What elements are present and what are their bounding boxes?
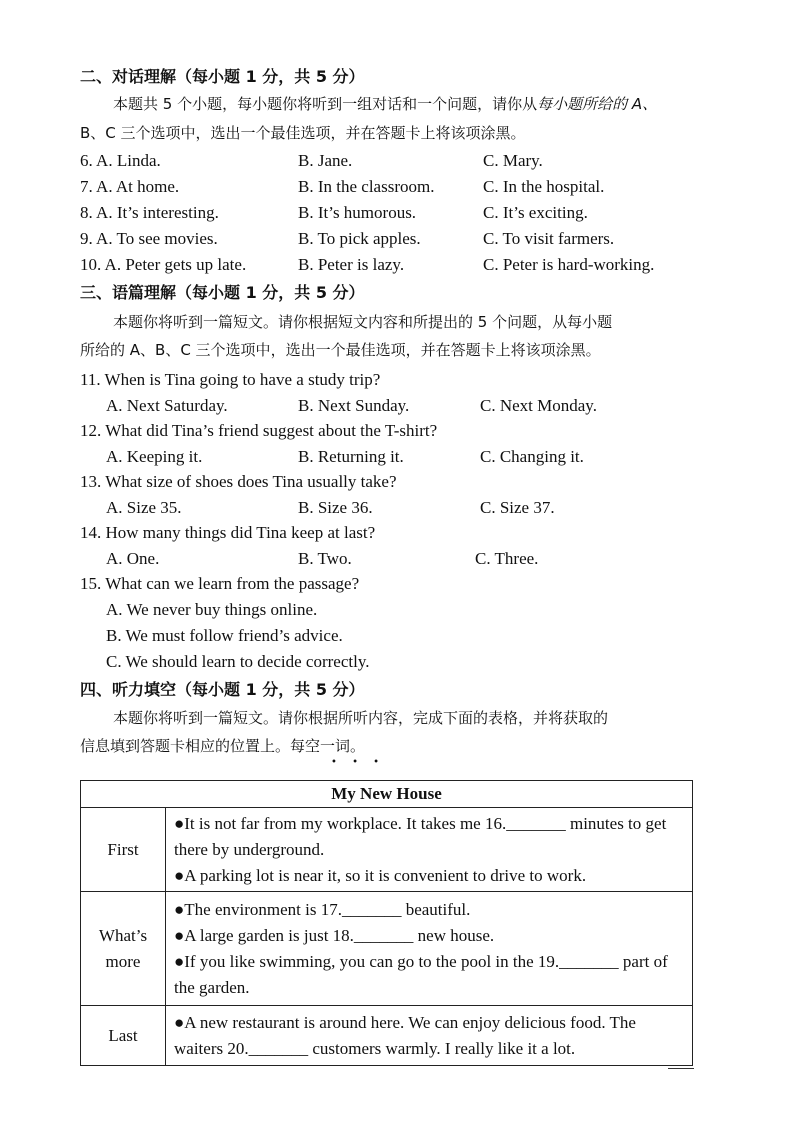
- question-12-option-c: C. Changing it.: [480, 447, 584, 466]
- section4-title: 四、听力填空（每小题 1 分，共 5 分）: [80, 680, 365, 699]
- question-14-option-b: B. Two.: [298, 549, 352, 568]
- question-13-option-b: B. Size 36.: [298, 498, 373, 517]
- question-14-option-a: A. One.: [106, 549, 160, 568]
- bottom-rule: [668, 1068, 694, 1069]
- question-14-option-c: C. Three.: [475, 549, 539, 568]
- question-12-option-a: A. Keeping it.: [106, 447, 203, 466]
- option-c: C. Peter is hard-working.: [483, 255, 655, 274]
- option-a: 7. A. At home.: [80, 177, 180, 196]
- question-12-option-b: B. Returning it.: [298, 447, 404, 466]
- question-15-option-a: A. We never buy things online.: [106, 600, 318, 619]
- row-label-whats-more: What’s more: [81, 892, 166, 1006]
- option-b: B. In the classroom.: [298, 177, 435, 196]
- row-label-first: First: [81, 808, 166, 892]
- option-a: 6. A. Linda.: [80, 151, 161, 170]
- section2-title: 二、对话理解（每小题 1 分，共 5 分）: [80, 67, 365, 86]
- option-c: C. To visit farmers.: [483, 229, 615, 248]
- option-b: B. To pick apples.: [298, 229, 421, 248]
- question-14-stem: 14. How many things did Tina keep at last?: [80, 523, 376, 542]
- section2-instruction-emph: 每小题所给的 A、: [537, 95, 658, 113]
- section2-instruction-line1: [113, 93, 657, 115]
- option-b: B. Jane.: [298, 151, 353, 170]
- question-12-stem: 12. What did Tina’s friend suggest about the T-shirt?: [80, 421, 438, 440]
- option-b: B. It’s humorous.: [298, 203, 417, 222]
- option-a: 9. A. To see movies.: [80, 229, 218, 248]
- section4-instruction-line1: 本题你将听到一篇短文。请你根据所听内容，完成下面的表格，并将获取的: [113, 709, 609, 727]
- question-13-option-a: A. Size 35.: [106, 498, 182, 517]
- section2-instruction-line2: B、C 三个选项中，选出一个最佳选项，并在答题卡上将该项涂黑。: [80, 124, 526, 142]
- question-11-option-b: B. Next Sunday.: [298, 396, 410, 415]
- table-title: My New House: [81, 781, 693, 808]
- emphasis-dots: • • •: [331, 757, 386, 768]
- section3-instruction-line1: 本题你将听到一篇短文。请你根据短文内容和所提出的 5 个问题，从每小题: [113, 313, 613, 331]
- table-row: [81, 892, 693, 1006]
- section3-instruction-line2: 所给的 A、B、C 三个选项中，选出一个最佳选项，并在答题卡上将该项涂黑。: [80, 341, 601, 359]
- option-c: C. It’s exciting.: [483, 203, 588, 222]
- table-row: [81, 808, 693, 892]
- table-line: ●If you like swimming, you can go to the pool in the 19._______ part of the garden.: [174, 951, 668, 997]
- row-label-last: Last: [81, 1006, 166, 1066]
- section3-title: 三、语篇理解（每小题 1 分，共 5 分）: [80, 283, 365, 302]
- question-11-option-c: C. Next Monday.: [480, 396, 597, 415]
- question-15-option-c: C. We should learn to decide correctly.: [106, 652, 370, 671]
- question-13-stem: 13. What size of shoes does Tina usually take?: [80, 472, 397, 491]
- table-line: ●A parking lot is near it, so it is convenient to drive to work.: [174, 865, 587, 885]
- option-c: C. In the hospital.: [483, 177, 605, 196]
- table-line: ●It is not far from my workplace. It takes me 16._______ minutes to get there by underground.: [174, 813, 667, 859]
- question-15-stem: 15. What can we learn from the passage?: [80, 574, 360, 593]
- option-a: 8. A. It’s interesting.: [80, 203, 219, 222]
- table-line: ●A new restaurant is around here. We can enjoy delicious food. The waiters 20._______ customers warmly. I really like it a lot.: [174, 1012, 636, 1058]
- option-c: C. Mary.: [483, 151, 543, 170]
- table-line: ●The environment is 17._______ beautiful.: [174, 899, 471, 919]
- question-13-option-c: C. Size 37.: [480, 498, 555, 517]
- table-row: [81, 1006, 693, 1066]
- table-header-row: [81, 781, 693, 808]
- question-11-option-a: A. Next Saturday.: [106, 396, 228, 415]
- my-new-house-table: [80, 780, 693, 1066]
- question-11-stem: 11. When is Tina going to have a study trip?: [80, 370, 381, 389]
- section4-instruction-line2: 信息填到答题卡相应的位置上。每空一词。: [80, 737, 366, 755]
- row-content-last: [166, 1006, 693, 1066]
- option-b: B. Peter is lazy.: [298, 255, 405, 274]
- table-line: ●A large garden is just 18._______ new house.: [174, 925, 495, 945]
- option-a: 10. A. Peter gets up late.: [80, 255, 247, 274]
- row-content-whats-more: [166, 892, 693, 1006]
- section2-instruction-main: 本题共 5 个小题，每小题你将听到一组对话和一个问题，请你从: [113, 95, 538, 113]
- row-content-first: [166, 808, 693, 892]
- question-15-option-b: B. We must follow friend’s advice.: [106, 626, 343, 645]
